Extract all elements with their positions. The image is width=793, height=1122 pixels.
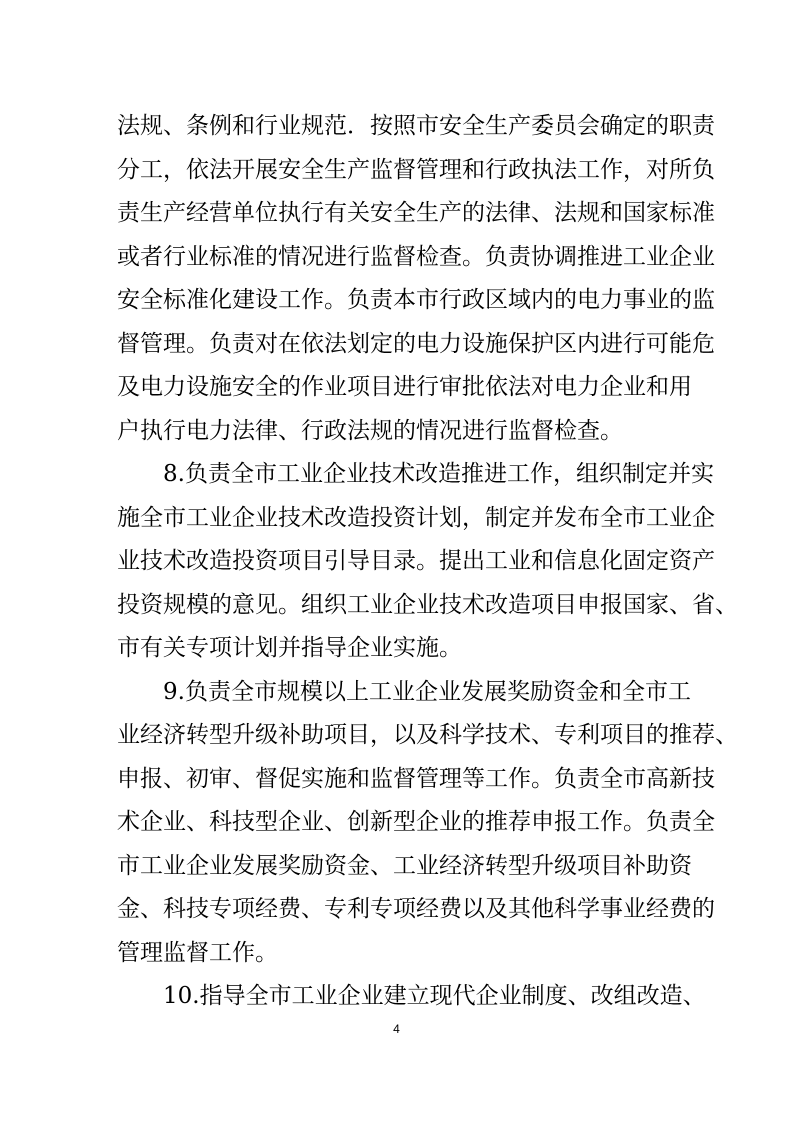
body-line: 业技术改造投资项目引导目录。提出工业和信息化固定资产: [117, 548, 715, 574]
body-line: 责生产经营单位执行有关安全生产的法律、法规和国家标准: [117, 200, 715, 226]
body-line: 市有关专项计划并指导企业实施。: [117, 635, 462, 661]
paragraph-10-first-line: 10.指导全市工业企业建立现代企业制度、改组改造、: [163, 983, 706, 1009]
body-line: 术企业、科技型企业、创新型企业的推荐申报工作。负责全: [117, 809, 715, 835]
body-line: 业经济转型升级补助项目，以及科学技术、专利项目的推荐、: [117, 722, 738, 748]
body-line: 申报、初审、督促实施和监督管理等工作。负责全市高新技: [117, 766, 715, 792]
body-line: 督管理。负责对在依法划定的电力设施保护区内进行可能危: [117, 331, 715, 357]
body-line: 安全标准化建设工作。负责本市行政区域内的电力事业的监: [117, 287, 715, 313]
body-line: 户执行电力法律、行政法规的情况进行监督检查。: [117, 418, 623, 444]
body-line: 市工业企业发展奖励资金、工业经济转型升级项目补助资: [117, 853, 692, 879]
page-number: 4: [393, 1022, 400, 1036]
paragraph-9-first-line: 9.负责全市规模以上工业企业发展奖励资金和全市工: [163, 679, 691, 705]
paragraph-8-first-line: 8.负责全市工业企业技术改造推进工作，组织制定并实: [163, 461, 714, 487]
body-line: 分工，依法开展安全生产监督管理和行政执法工作，对所负: [117, 157, 715, 183]
body-line: 管理监督工作。: [117, 940, 278, 966]
body-line: 或者行业标准的情况进行监督检查。负责协调推进工业企业: [117, 244, 715, 270]
body-line: 及电力设施安全的作业项目进行审批依法对电力企业和用: [117, 374, 692, 400]
body-line: 法规、条例和行业规范．按照市安全生产委员会确定的职责: [117, 113, 715, 139]
body-line: 金、科技专项经费、专利专项经费以及其他科学事业经费的: [117, 896, 715, 922]
body-line: 投资规模的意见。组织工业企业技术改造项目申报国家、省、: [117, 592, 738, 618]
body-line: 施全市工业企业技术改造投资计划，制定并发布全市工业企: [117, 505, 715, 531]
